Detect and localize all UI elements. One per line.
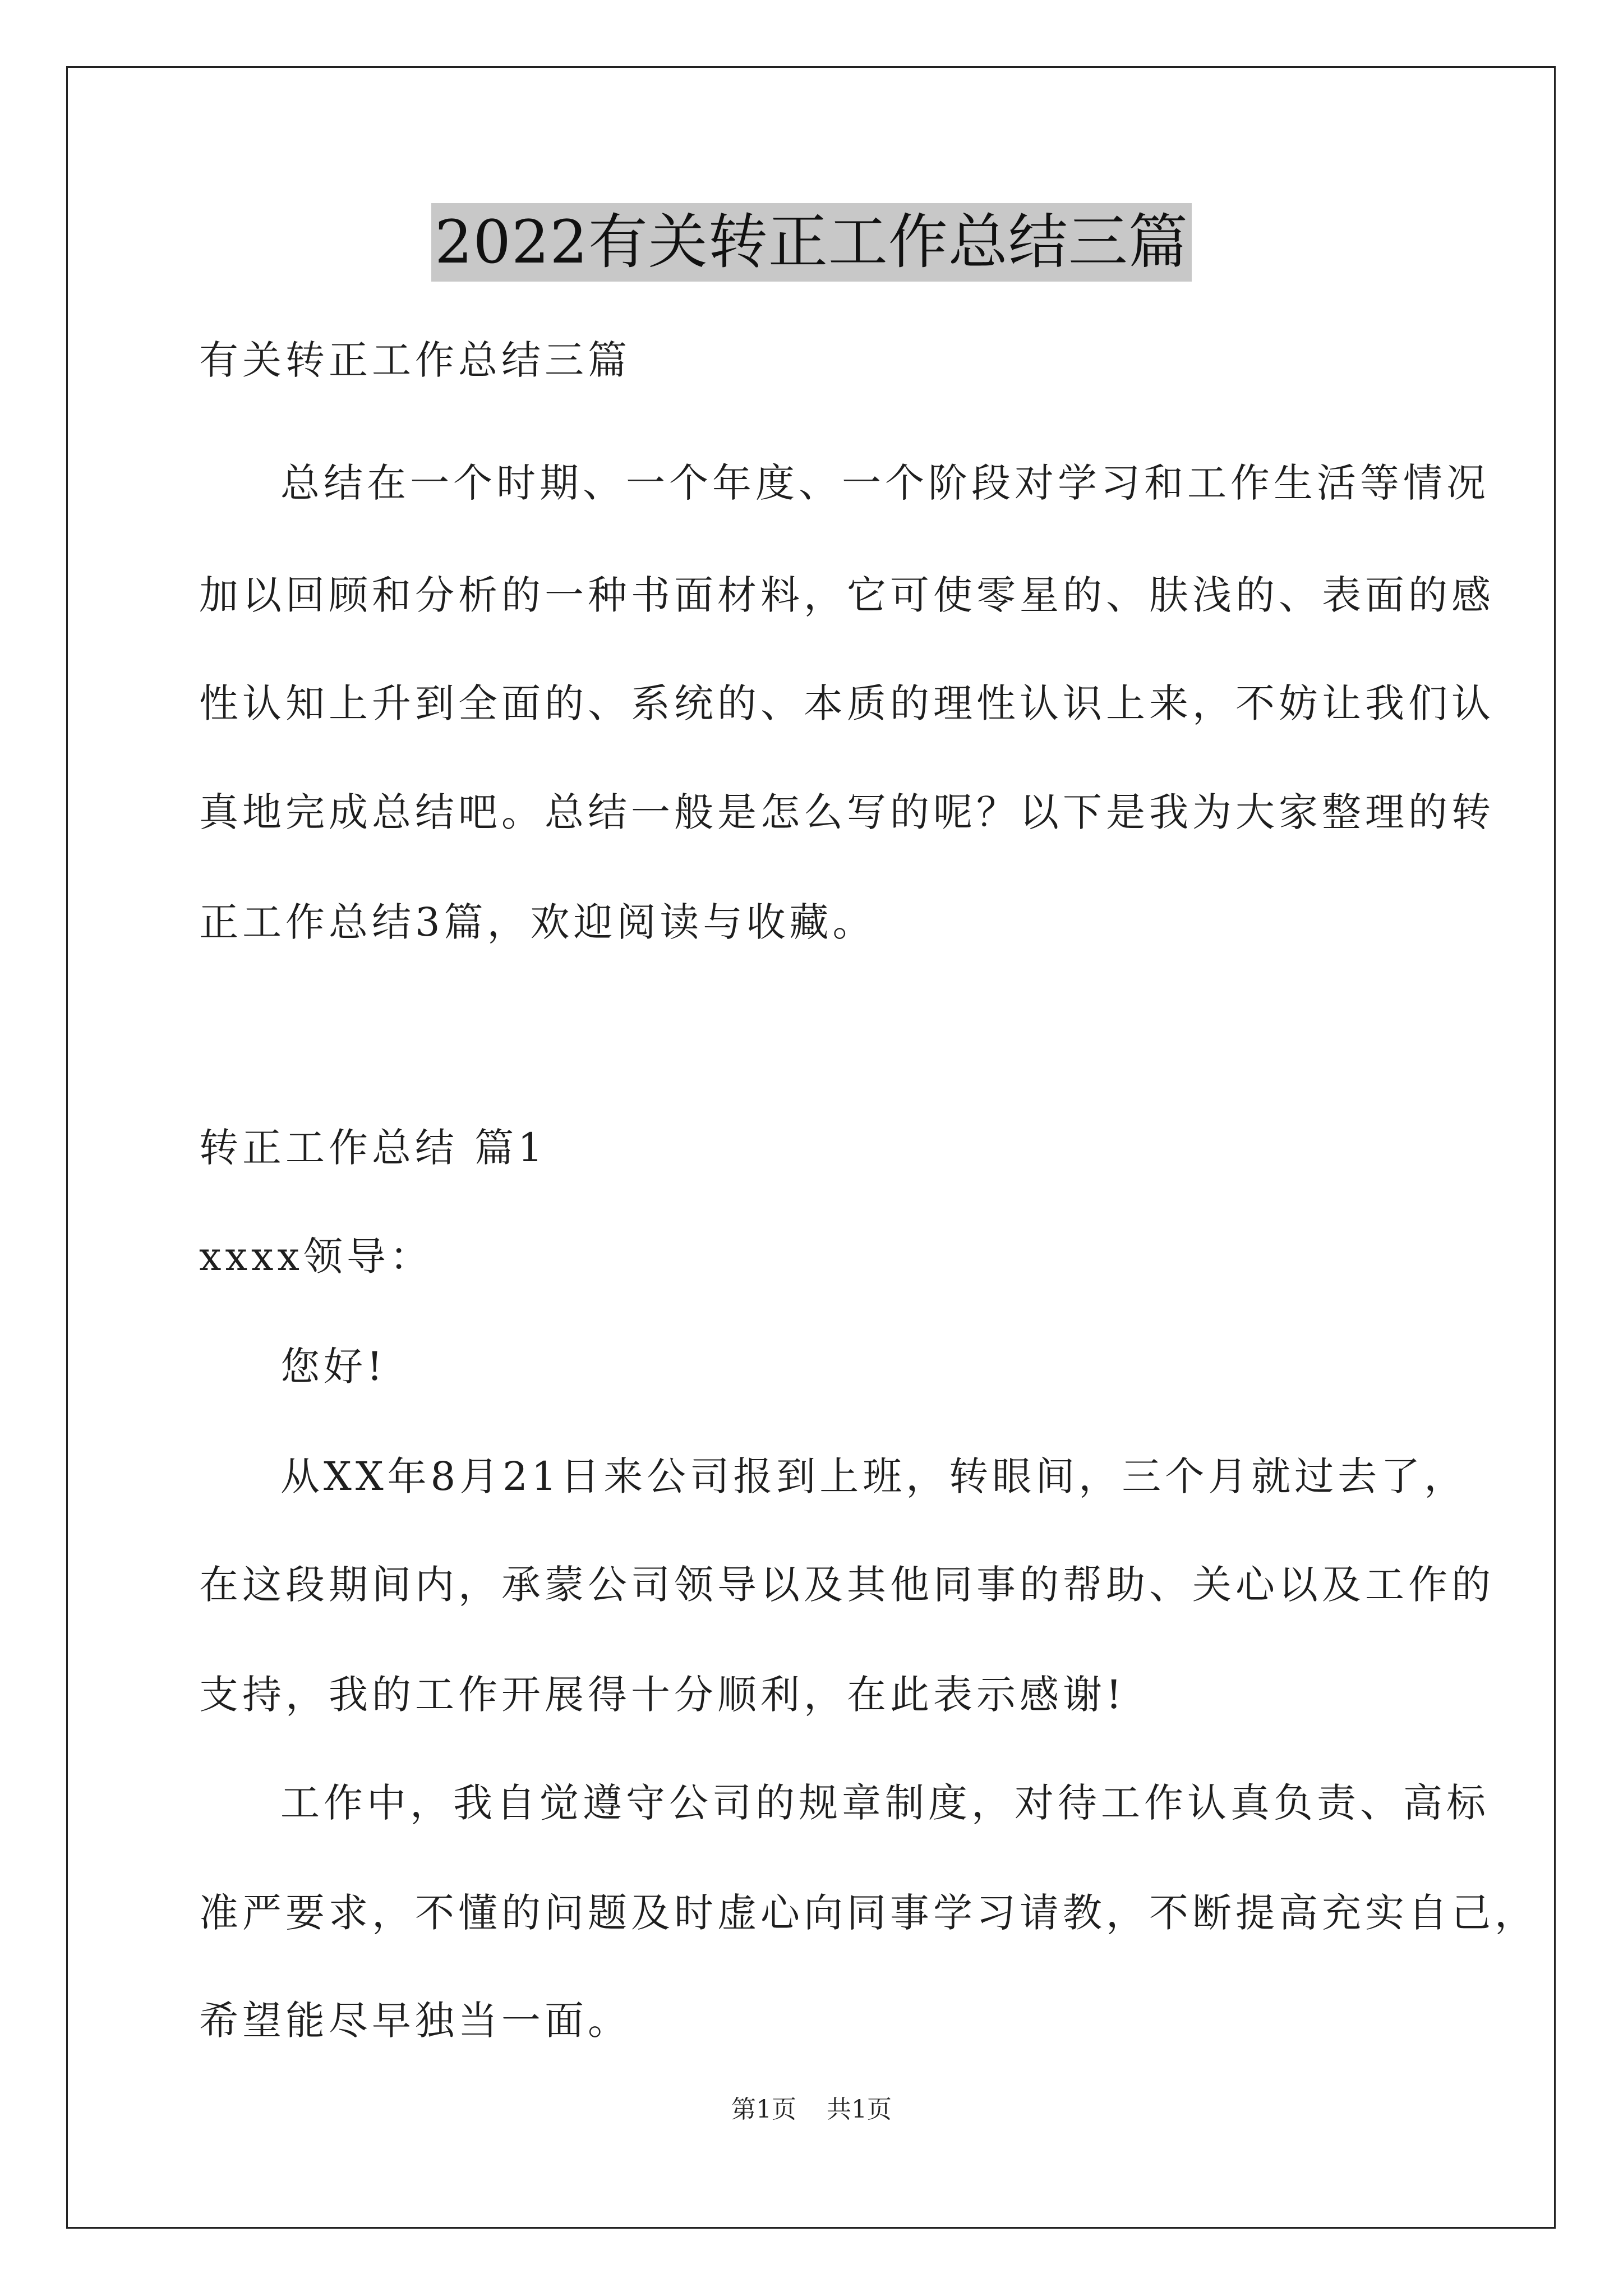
- page-number: 第1页: [731, 2095, 796, 2124]
- intro-heading: 有关转正工作总结三篇: [199, 337, 631, 383]
- paragraph-line: 性认知上升到全面的、系统的、本质的理性认识上来，不妨让我们认: [199, 680, 1495, 726]
- page-footer: [0, 2093, 1623, 2127]
- document-title: [0, 203, 1623, 282]
- paragraph-line: 希望能尽早独当一面。: [199, 1998, 631, 2044]
- paragraph-line: 正工作总结3篇，欢迎阅读与收藏。: [199, 899, 876, 945]
- paragraph-line: 加以回顾和分析的一种书面材料，它可使零星的、肤浅的、表面的感: [199, 572, 1495, 618]
- page-total: 共1页: [827, 2095, 892, 2124]
- paragraph-line: 在这段期间内，承蒙公司领导以及其他同事的帮助、关心以及工作的: [199, 1562, 1495, 1608]
- salutation: xxxx领导：: [199, 1234, 433, 1280]
- paragraph-line: 从XX年8月21日来公司报到上班，转眼间，三个月就过去了，: [280, 1453, 1468, 1499]
- paragraph-line: 支持，我的工作开展得十分顺利，在此表示感谢!: [199, 1672, 1126, 1718]
- greeting: 您好!: [280, 1343, 387, 1389]
- paragraph-line: 总结在一个时期、一个年度、一个阶段对学习和工作生活等情况: [280, 460, 1490, 506]
- document-title-text: 2022有关转正工作总结三篇: [431, 203, 1192, 282]
- paragraph-line: 真地完成总结吧。总结一般是怎么写的呢？以下是我为大家整理的转: [199, 789, 1495, 835]
- paragraph-line: 工作中，我自觉遵守公司的规章制度，对待工作认真负责、高标: [280, 1780, 1490, 1826]
- section-heading: 转正工作总结 篇1: [199, 1125, 547, 1171]
- paragraph-line: 准严要求，不懂的问题及时虚心向同事学习请教，不断提高充实自己，: [199, 1890, 1538, 1936]
